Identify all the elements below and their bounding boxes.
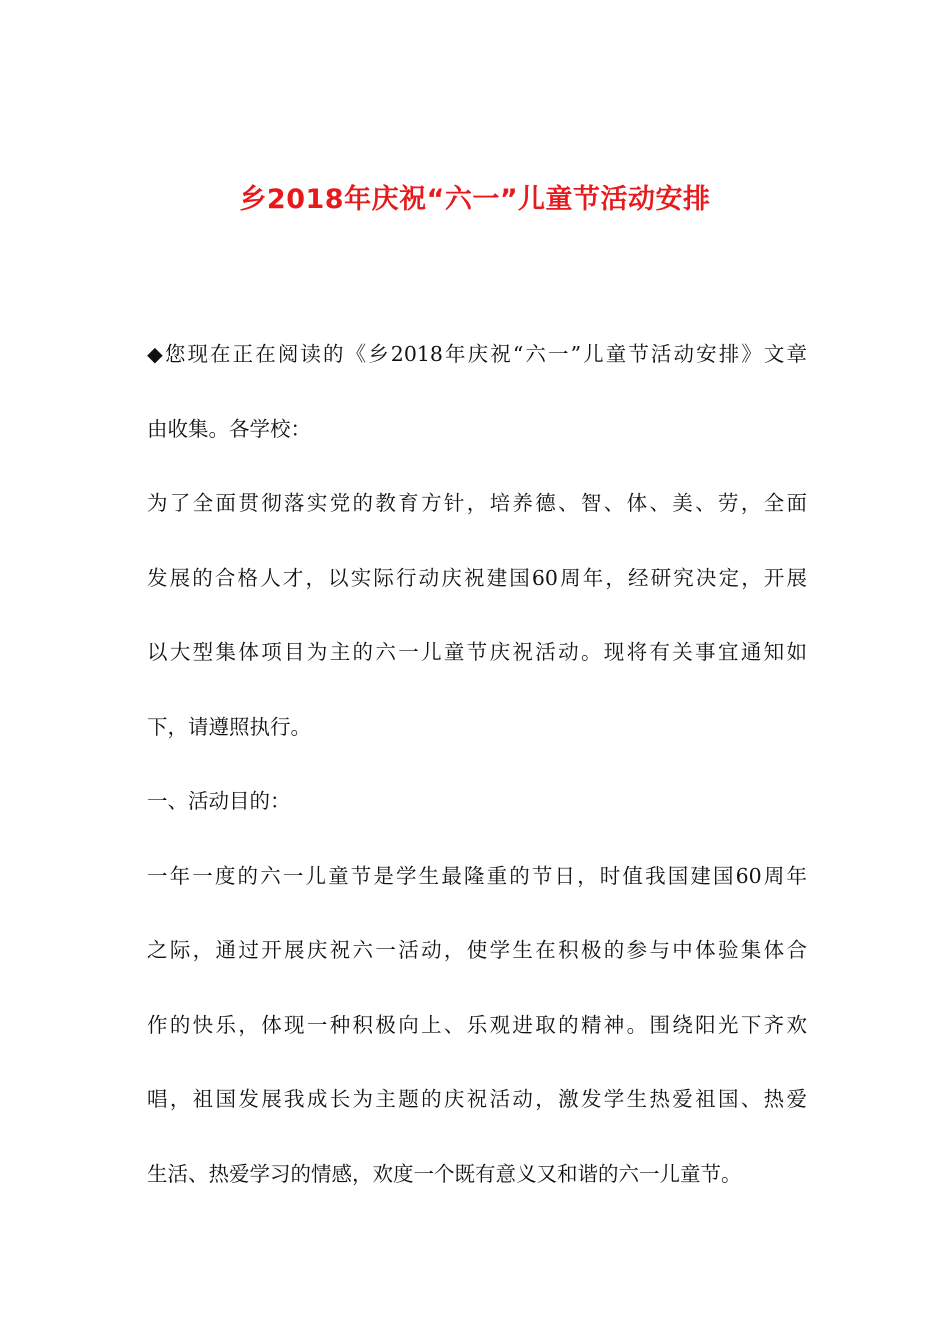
intro-line-1: ◆您现在正在阅读的《乡2018年庆祝“六一”儿童节活动安排》文章	[147, 342, 807, 366]
section-line-1: 一年一度的六一儿童节是学生最隆重的节日，时值我国建国60周年	[147, 863, 807, 888]
intro-line-2: 由收集。各学校：	[147, 416, 311, 441]
section-line-5: 生活、热爱学习的情感，欢度一个既有意义又和谐的六一儿童节。	[147, 1161, 742, 1186]
section-line-4: 唱，祖国发展我成长为主题的庆祝活动，激发学生热爱祖国、热爱	[147, 1087, 807, 1111]
section-heading: 一、活动目的：	[147, 789, 291, 813]
document-body	[147, 332, 807, 1226]
section-line-2: 之际，通过开展庆祝六一活动，使学生在积极的参与中体验集体合	[147, 938, 807, 962]
paragraph-line-2: 发展的合格人才，以实际行动庆祝建国60周年，经研究决定，开展	[147, 565, 807, 590]
document-title: 乡2018年庆祝“六一”儿童节活动安排	[239, 184, 711, 215]
paragraph-line-4: 下，请遵照执行。	[147, 714, 311, 739]
paragraph-line-3: 以大型集体项目为主的六一儿童节庆祝活动。现将有关事宜通知如	[147, 640, 807, 664]
paragraph-line-1: 为了全面贯彻落实党的教育方针，培养德、智、体、美、劳，全面	[147, 491, 807, 515]
section-line-3: 作的快乐，体现一种积极向上、乐观进取的精神。围绕阳光下齐欢	[147, 1012, 807, 1037]
